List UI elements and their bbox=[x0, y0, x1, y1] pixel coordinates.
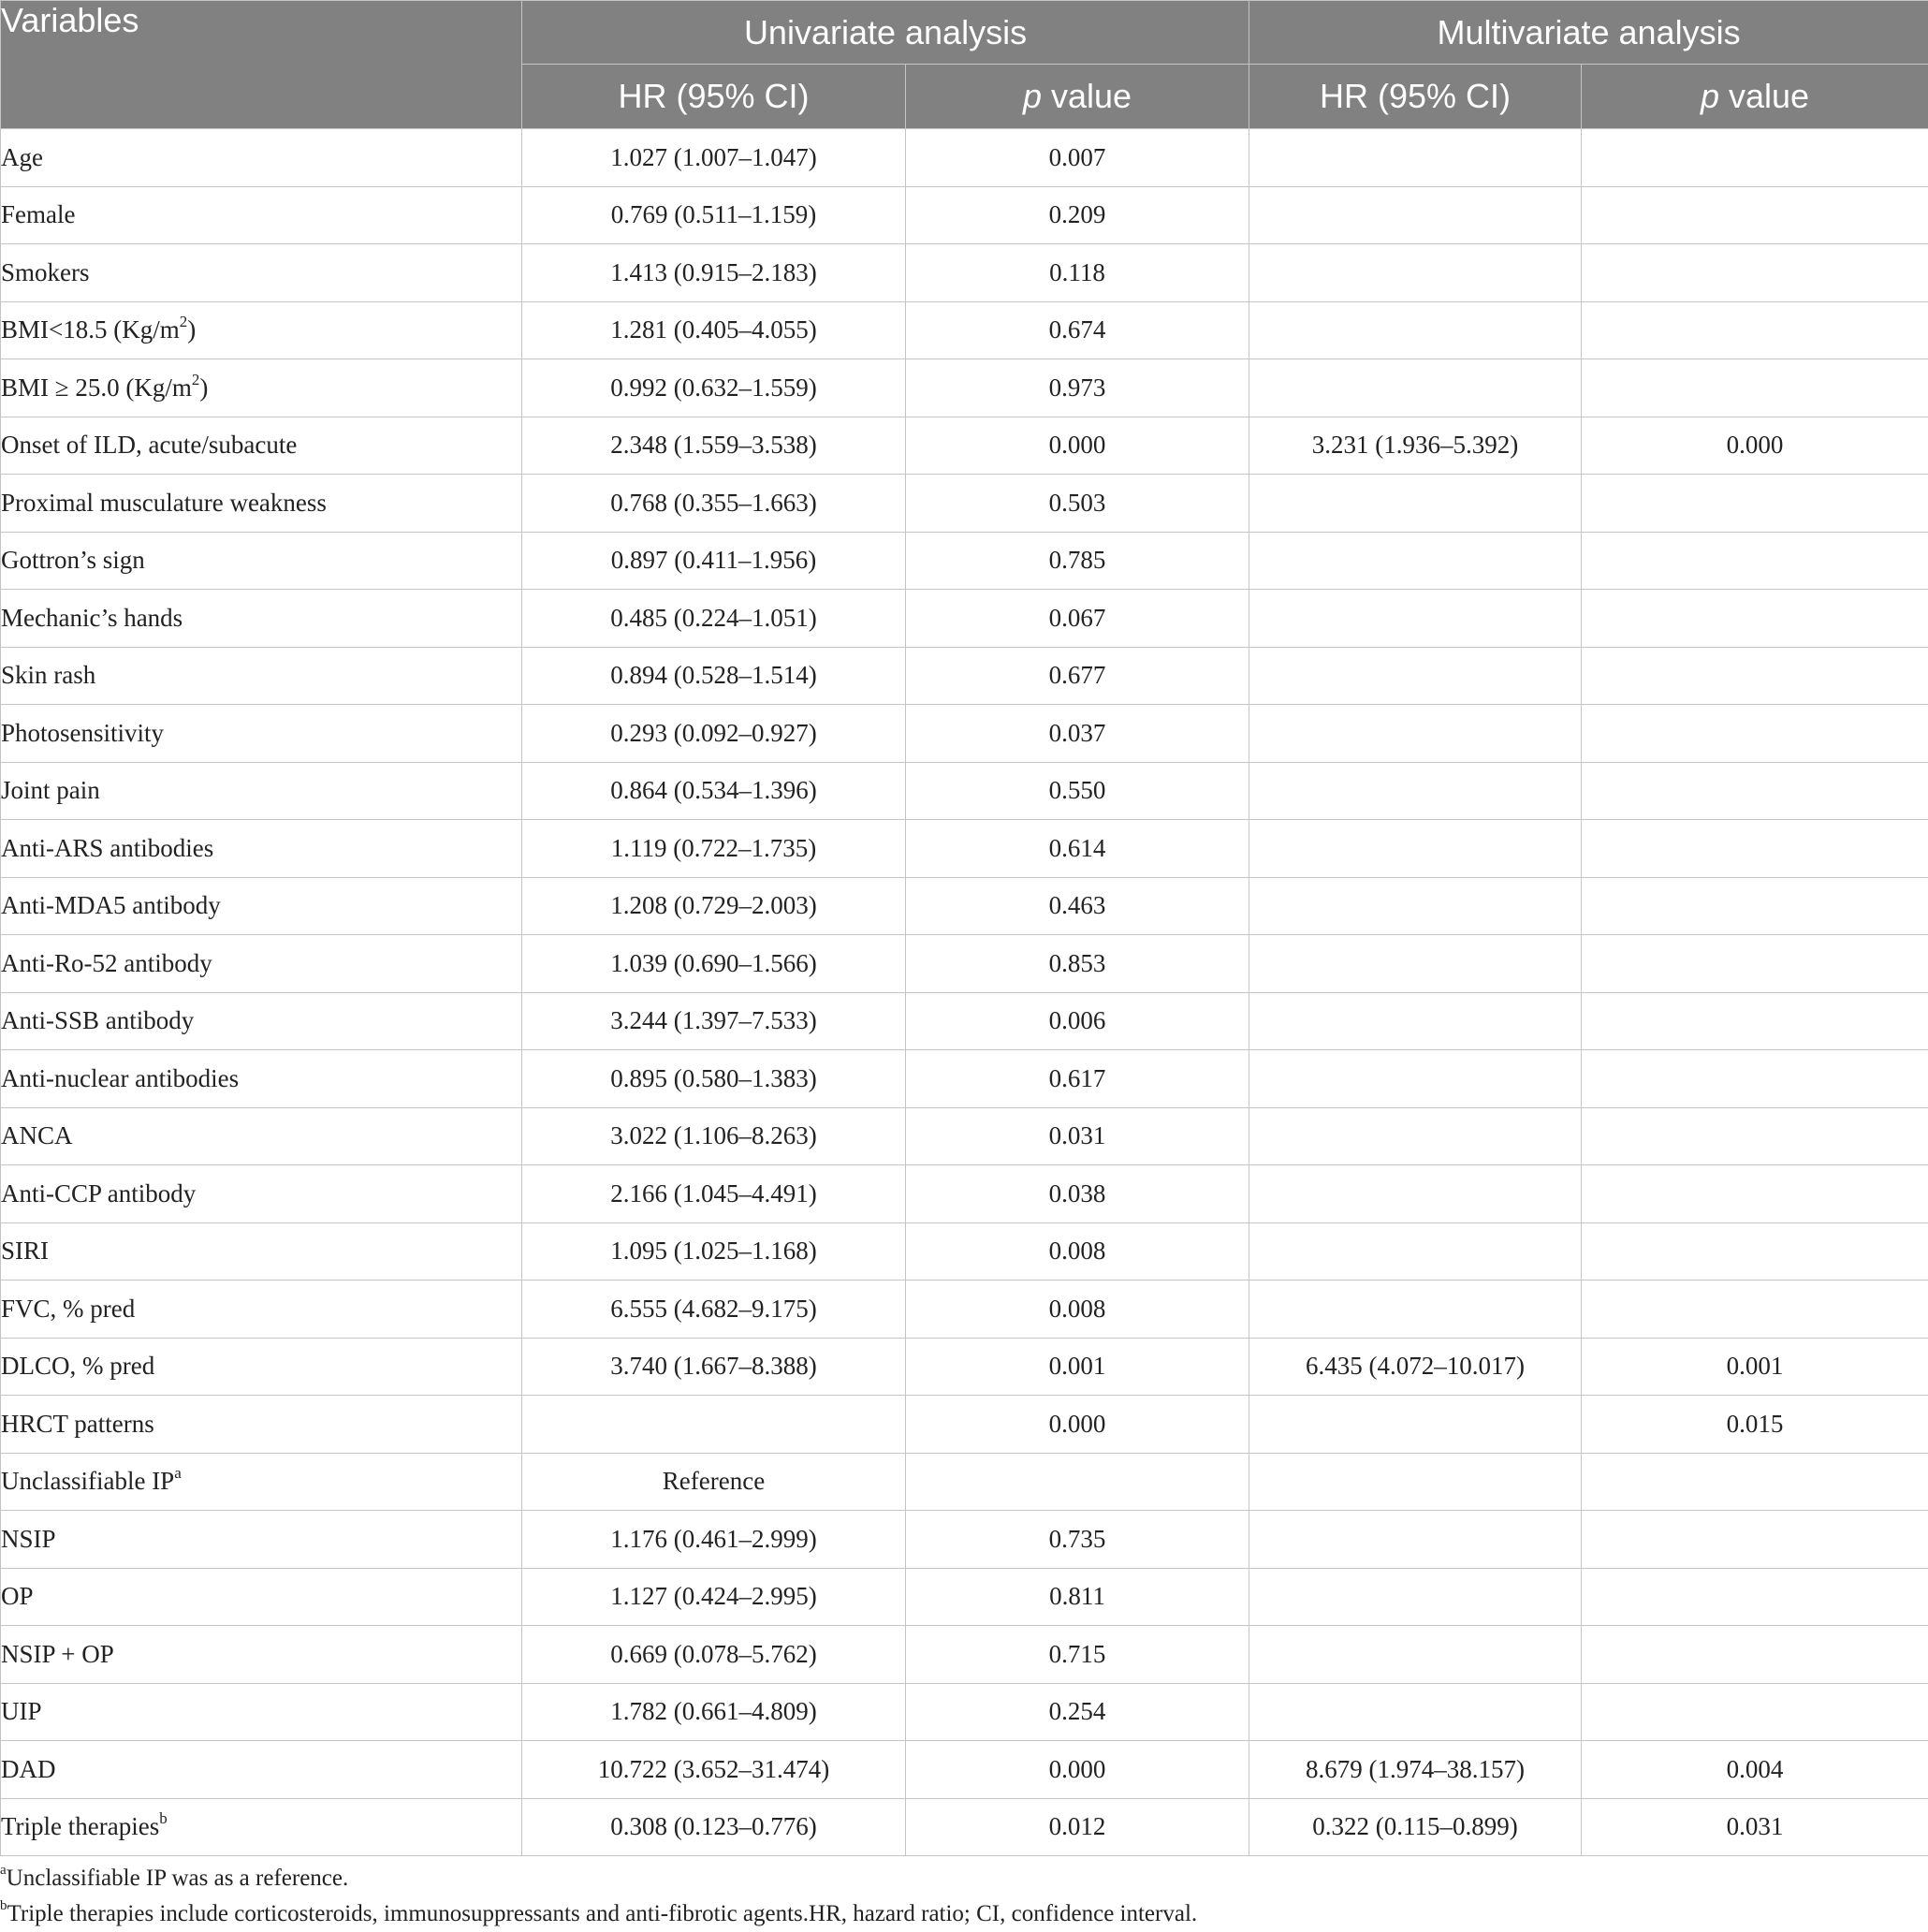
cell-multi-p bbox=[1582, 532, 1928, 590]
cell-uni-hr: 0.897 (0.411–1.956) bbox=[522, 532, 906, 590]
p-italic: p bbox=[1700, 77, 1719, 115]
cell-multi-p bbox=[1582, 1683, 1928, 1741]
cell-multi-p bbox=[1582, 935, 1928, 993]
cell-multi-hr bbox=[1249, 129, 1582, 187]
cell-multi-hr bbox=[1249, 1050, 1582, 1108]
header-multi-hr: HR (95% CI) bbox=[1249, 65, 1582, 129]
cell-uni-p: 0.503 bbox=[906, 475, 1249, 533]
variable-label: Female bbox=[1, 200, 76, 229]
cell-uni-p: 0.001 bbox=[906, 1338, 1249, 1396]
cell-multi-p bbox=[1582, 1165, 1928, 1223]
superscript: 2 bbox=[179, 313, 188, 331]
cell-multi-p bbox=[1582, 590, 1928, 648]
cell-uni-p: 0.853 bbox=[906, 935, 1249, 993]
variable-label: Photosensitivity bbox=[1, 718, 165, 747]
cell-uni-p: 0.067 bbox=[906, 590, 1249, 648]
cell-uni-p bbox=[906, 1453, 1249, 1511]
table-row bbox=[1, 532, 1928, 590]
cell-uni-hr: 0.669 (0.078–5.762) bbox=[522, 1626, 906, 1684]
cell-multi-hr bbox=[1249, 475, 1582, 533]
cell-uni-p: 0.209 bbox=[906, 186, 1249, 244]
table-row bbox=[1, 359, 1928, 417]
cell-uni-hr: 0.894 (0.528–1.514) bbox=[522, 647, 906, 705]
cell-uni-hr: 0.485 (0.224–1.051) bbox=[522, 590, 906, 648]
cell-multi-hr bbox=[1249, 1222, 1582, 1281]
cell-uni-p: 0.031 bbox=[906, 1107, 1249, 1165]
cell-multi-p bbox=[1582, 647, 1928, 705]
cell-multi-hr bbox=[1249, 1511, 1582, 1569]
cell-uni-hr: 1.119 (0.722–1.735) bbox=[522, 820, 906, 878]
cell-multi-hr bbox=[1249, 532, 1582, 590]
cell-uni-p: 0.550 bbox=[906, 762, 1249, 820]
cell-uni-hr: 1.208 (0.729–2.003) bbox=[522, 877, 906, 935]
table-row bbox=[1, 1683, 1928, 1741]
footnotes bbox=[0, 1861, 1928, 1932]
cell-variable bbox=[1, 1683, 522, 1741]
variable-label: BMI ≥ 25.0 (Kg/m bbox=[1, 373, 192, 402]
table-row bbox=[1, 877, 1928, 935]
table-row bbox=[1, 475, 1928, 533]
cell-uni-p: 0.006 bbox=[906, 992, 1249, 1050]
value-word: value bbox=[1041, 77, 1132, 115]
cell-uni-p: 0.254 bbox=[906, 1683, 1249, 1741]
table-row bbox=[1, 1338, 1928, 1396]
cell-multi-p bbox=[1582, 762, 1928, 820]
cell-multi-hr: 3.231 (1.936–5.392) bbox=[1249, 417, 1582, 475]
cell-uni-hr: 6.555 (4.682–9.175) bbox=[522, 1281, 906, 1339]
cell-multi-p: 0.000 bbox=[1582, 417, 1928, 475]
variable-label: Skin rash bbox=[1, 661, 96, 690]
cell-multi-hr bbox=[1249, 935, 1582, 993]
cell-uni-hr: 3.022 (1.106–8.263) bbox=[522, 1107, 906, 1165]
cell-uni-hr: 0.864 (0.534–1.396) bbox=[522, 762, 906, 820]
cell-uni-p: 0.038 bbox=[906, 1165, 1249, 1223]
cell-uni-hr: 0.768 (0.355–1.663) bbox=[522, 475, 906, 533]
footnote-a-mark: a bbox=[0, 1862, 7, 1878]
cell-variable bbox=[1, 417, 522, 475]
cell-multi-p bbox=[1582, 992, 1928, 1050]
cell-variable bbox=[1, 1281, 522, 1339]
cell-multi-hr: 0.322 (0.115–0.899) bbox=[1249, 1798, 1582, 1856]
cell-multi-p: 0.001 bbox=[1582, 1338, 1928, 1396]
cell-multi-hr bbox=[1249, 647, 1582, 705]
footnote-b-text: Triple therapies include corticosteroids, immunosuppressants and anti-fibrotic agents.HR, hazard ratio; CI, confidence interval. bbox=[7, 1901, 1198, 1926]
cell-uni-hr: 0.308 (0.123–0.776) bbox=[522, 1798, 906, 1856]
cell-variable bbox=[1, 992, 522, 1050]
table-row bbox=[1, 186, 1928, 244]
table-row bbox=[1, 1511, 1928, 1569]
table-row bbox=[1, 301, 1928, 359]
variable-label: Age bbox=[1, 142, 43, 171]
cell-variable bbox=[1, 1453, 522, 1511]
variable-label: Proximal musculature weakness bbox=[1, 488, 327, 517]
cell-variable bbox=[1, 301, 522, 359]
cell-uni-hr: 1.782 (0.661–4.809) bbox=[522, 1683, 906, 1741]
variable-label: Anti-ARS antibodies bbox=[1, 833, 214, 862]
cell-multi-p bbox=[1582, 820, 1928, 878]
cell-variable bbox=[1, 877, 522, 935]
cell-variable bbox=[1, 1511, 522, 1569]
cell-multi-p bbox=[1582, 1626, 1928, 1684]
cell-multi-hr bbox=[1249, 762, 1582, 820]
cell-multi-hr bbox=[1249, 244, 1582, 302]
cell-uni-hr: 1.176 (0.461–2.999) bbox=[522, 1511, 906, 1569]
variable-label: Anti-SSB antibody bbox=[1, 1006, 195, 1035]
p-italic: p bbox=[1022, 77, 1042, 115]
table-row bbox=[1, 1165, 1928, 1223]
cell-multi-hr bbox=[1249, 1568, 1582, 1626]
cell-uni-p: 0.614 bbox=[906, 820, 1249, 878]
table-row bbox=[1, 705, 1928, 763]
cell-variable bbox=[1, 1798, 522, 1856]
variable-label: BMI<18.5 (Kg/m bbox=[1, 315, 180, 344]
table-row bbox=[1, 1798, 1928, 1856]
cell-multi-p bbox=[1582, 1568, 1928, 1626]
cell-multi-p bbox=[1582, 359, 1928, 417]
cell-uni-p: 0.677 bbox=[906, 647, 1249, 705]
cell-multi-p bbox=[1582, 1511, 1928, 1569]
cell-multi-p: 0.015 bbox=[1582, 1396, 1928, 1454]
table-body bbox=[1, 129, 1928, 1856]
table-row bbox=[1, 992, 1928, 1050]
cell-uni-hr: 1.413 (0.915–2.183) bbox=[522, 244, 906, 302]
header-univariate: Univariate analysis bbox=[522, 1, 1249, 65]
cell-uni-p: 0.735 bbox=[906, 1511, 1249, 1569]
cell-uni-hr: 0.895 (0.580–1.383) bbox=[522, 1050, 906, 1108]
cell-uni-hr: 1.127 (0.424–2.995) bbox=[522, 1568, 906, 1626]
cell-uni-p: 0.674 bbox=[906, 301, 1249, 359]
variable-label: NSIP + OP bbox=[1, 1639, 114, 1668]
table-row bbox=[1, 1741, 1928, 1799]
cell-variable bbox=[1, 244, 522, 302]
header-row-groups bbox=[1, 1, 1928, 65]
cell-multi-hr bbox=[1249, 1453, 1582, 1511]
cell-uni-p: 0.012 bbox=[906, 1798, 1249, 1856]
cell-variable bbox=[1, 1626, 522, 1684]
cell-uni-p: 0.037 bbox=[906, 705, 1249, 763]
cell-multi-hr bbox=[1249, 590, 1582, 648]
cell-uni-hr: 3.244 (1.397–7.533) bbox=[522, 992, 906, 1050]
cell-uni-p: 0.000 bbox=[906, 1741, 1249, 1799]
cell-uni-p: 0.118 bbox=[906, 244, 1249, 302]
cell-multi-hr bbox=[1249, 186, 1582, 244]
cell-uni-hr: 0.769 (0.511–1.159) bbox=[522, 186, 906, 244]
cell-multi-hr bbox=[1249, 1107, 1582, 1165]
cell-variable bbox=[1, 1396, 522, 1454]
cell-uni-hr: 0.992 (0.632–1.559) bbox=[522, 359, 906, 417]
table-row bbox=[1, 1107, 1928, 1165]
footnote-b-mark: b bbox=[0, 1897, 7, 1913]
cell-multi-p bbox=[1582, 244, 1928, 302]
variable-label: OP bbox=[1, 1582, 34, 1611]
cell-variable bbox=[1, 935, 522, 993]
cell-uni-hr: 1.095 (1.025–1.168) bbox=[522, 1222, 906, 1281]
variable-label: Anti-Ro-52 antibody bbox=[1, 948, 212, 977]
cell-multi-hr bbox=[1249, 359, 1582, 417]
cell-variable bbox=[1, 1050, 522, 1108]
table-row bbox=[1, 1222, 1928, 1281]
table-row bbox=[1, 590, 1928, 648]
cell-multi-hr bbox=[1249, 1626, 1582, 1684]
table-row bbox=[1, 417, 1928, 475]
cell-variable bbox=[1, 647, 522, 705]
cell-multi-p bbox=[1582, 129, 1928, 187]
cell-variable bbox=[1, 475, 522, 533]
variable-label: ANCA bbox=[1, 1121, 73, 1150]
cell-uni-p: 0.785 bbox=[906, 532, 1249, 590]
cell-uni-hr: 2.166 (1.045–4.491) bbox=[522, 1165, 906, 1223]
cell-variable bbox=[1, 129, 522, 187]
table-row bbox=[1, 129, 1928, 187]
variable-label: Onset of ILD, acute/subacute bbox=[1, 431, 298, 460]
variable-label: Anti-nuclear antibodies bbox=[1, 1063, 240, 1092]
cell-multi-hr bbox=[1249, 1165, 1582, 1223]
cell-uni-p: 0.000 bbox=[906, 1396, 1249, 1454]
cell-variable bbox=[1, 705, 522, 763]
cell-uni-hr: 3.740 (1.667–8.388) bbox=[522, 1338, 906, 1396]
cell-multi-hr bbox=[1249, 301, 1582, 359]
superscript: 2 bbox=[191, 370, 200, 388]
cell-uni-p: 0.715 bbox=[906, 1626, 1249, 1684]
superscript: a bbox=[174, 1464, 182, 1483]
cell-variable bbox=[1, 1165, 522, 1223]
cell-multi-p bbox=[1582, 475, 1928, 533]
cell-multi-hr bbox=[1249, 705, 1582, 763]
table-row bbox=[1, 647, 1928, 705]
header-uni-hr: HR (95% CI) bbox=[522, 65, 906, 129]
cell-variable bbox=[1, 820, 522, 878]
cell-variable bbox=[1, 1107, 522, 1165]
footnote-b bbox=[0, 1896, 1928, 1932]
cell-variable bbox=[1, 1222, 522, 1281]
cell-uni-hr: Reference bbox=[522, 1453, 906, 1511]
cell-uni-p: 0.811 bbox=[906, 1568, 1249, 1626]
cell-uni-hr bbox=[522, 1396, 906, 1454]
table-row bbox=[1, 1050, 1928, 1108]
cell-multi-p bbox=[1582, 1222, 1928, 1281]
cell-multi-hr bbox=[1249, 1683, 1582, 1741]
cell-variable bbox=[1, 186, 522, 244]
cell-variable bbox=[1, 532, 522, 590]
variable-label: Smokers bbox=[1, 257, 90, 286]
table-row bbox=[1, 820, 1928, 878]
variable-label: Anti-MDA5 antibody bbox=[1, 891, 221, 920]
header-variables: Variables bbox=[1, 1, 522, 129]
table-row bbox=[1, 1396, 1928, 1454]
cell-uni-p: 0.617 bbox=[906, 1050, 1249, 1108]
table-row bbox=[1, 244, 1928, 302]
cell-multi-p bbox=[1582, 1453, 1928, 1511]
cell-uni-hr: 1.039 (0.690–1.566) bbox=[522, 935, 906, 993]
table-row bbox=[1, 935, 1928, 993]
cell-multi-hr bbox=[1249, 1281, 1582, 1339]
cell-uni-p: 0.008 bbox=[906, 1222, 1249, 1281]
variable-label: FVC, % pred bbox=[1, 1294, 136, 1323]
cell-uni-hr: 1.281 (0.405–4.055) bbox=[522, 301, 906, 359]
cell-uni-p: 0.008 bbox=[906, 1281, 1249, 1339]
cell-multi-hr: 8.679 (1.974–38.157) bbox=[1249, 1741, 1582, 1799]
header-uni-p bbox=[906, 65, 1249, 129]
cell-multi-p bbox=[1582, 1281, 1928, 1339]
cell-uni-p: 0.000 bbox=[906, 417, 1249, 475]
value-word: value bbox=[1718, 77, 1810, 115]
cell-uni-hr: 0.293 (0.092–0.927) bbox=[522, 705, 906, 763]
cell-uni-hr: 2.348 (1.559–3.538) bbox=[522, 417, 906, 475]
variable-label: Anti-CCP antibody bbox=[1, 1178, 197, 1208]
cell-variable bbox=[1, 359, 522, 417]
table-header bbox=[1, 1, 1928, 129]
cell-multi-hr bbox=[1249, 992, 1582, 1050]
cell-multi-hr: 6.435 (4.072–10.017) bbox=[1249, 1338, 1582, 1396]
variable-label: Mechanic’s hands bbox=[1, 603, 183, 632]
variable-label: Unclassifiable IP bbox=[1, 1467, 175, 1496]
cell-multi-p: 0.031 bbox=[1582, 1798, 1928, 1856]
cell-uni-p: 0.973 bbox=[906, 359, 1249, 417]
cell-variable bbox=[1, 1741, 522, 1799]
variable-label: DAD bbox=[1, 1754, 56, 1783]
superscript: b bbox=[159, 1809, 168, 1828]
variable-label: Triple therapies bbox=[1, 1812, 160, 1841]
table-row bbox=[1, 1453, 1928, 1511]
cell-multi-hr bbox=[1249, 877, 1582, 935]
footnote-a-text: Unclassifiable IP was as a reference. bbox=[6, 1866, 349, 1891]
cell-multi-p bbox=[1582, 877, 1928, 935]
cell-variable bbox=[1, 1338, 522, 1396]
cell-multi-hr bbox=[1249, 820, 1582, 878]
table-row bbox=[1, 762, 1928, 820]
cell-multi-p bbox=[1582, 186, 1928, 244]
variable-label: NSIP bbox=[1, 1524, 56, 1553]
variable-label-suffix: ) bbox=[187, 315, 197, 344]
table-row bbox=[1, 1281, 1928, 1339]
variable-label: DLCO, % pred bbox=[1, 1352, 155, 1381]
cell-multi-p: 0.004 bbox=[1582, 1741, 1928, 1799]
cell-multi-p bbox=[1582, 705, 1928, 763]
variable-label: HRCT patterns bbox=[1, 1409, 154, 1438]
footnote-a bbox=[0, 1861, 1928, 1896]
table-row bbox=[1, 1568, 1928, 1626]
header-multivariate: Multivariate analysis bbox=[1249, 1, 1928, 65]
cell-uni-hr: 1.027 (1.007–1.047) bbox=[522, 129, 906, 187]
cell-variable bbox=[1, 762, 522, 820]
cell-multi-p bbox=[1582, 1107, 1928, 1165]
table-row bbox=[1, 1626, 1928, 1684]
variable-label: UIP bbox=[1, 1697, 42, 1726]
cell-multi-hr bbox=[1249, 1396, 1582, 1454]
cell-multi-p bbox=[1582, 301, 1928, 359]
cell-multi-p bbox=[1582, 1050, 1928, 1108]
cell-variable bbox=[1, 590, 522, 648]
header-multi-p bbox=[1582, 65, 1928, 129]
variable-label: SIRI bbox=[1, 1237, 50, 1266]
cell-uni-p: 0.007 bbox=[906, 129, 1249, 187]
variable-label-suffix: ) bbox=[199, 373, 209, 402]
variable-label: Joint pain bbox=[1, 776, 100, 805]
variable-label: Gottron’s sign bbox=[1, 546, 145, 575]
cell-uni-hr: 10.722 (3.652–31.474) bbox=[522, 1741, 906, 1799]
cell-variable bbox=[1, 1568, 522, 1626]
cell-uni-p: 0.463 bbox=[906, 877, 1249, 935]
